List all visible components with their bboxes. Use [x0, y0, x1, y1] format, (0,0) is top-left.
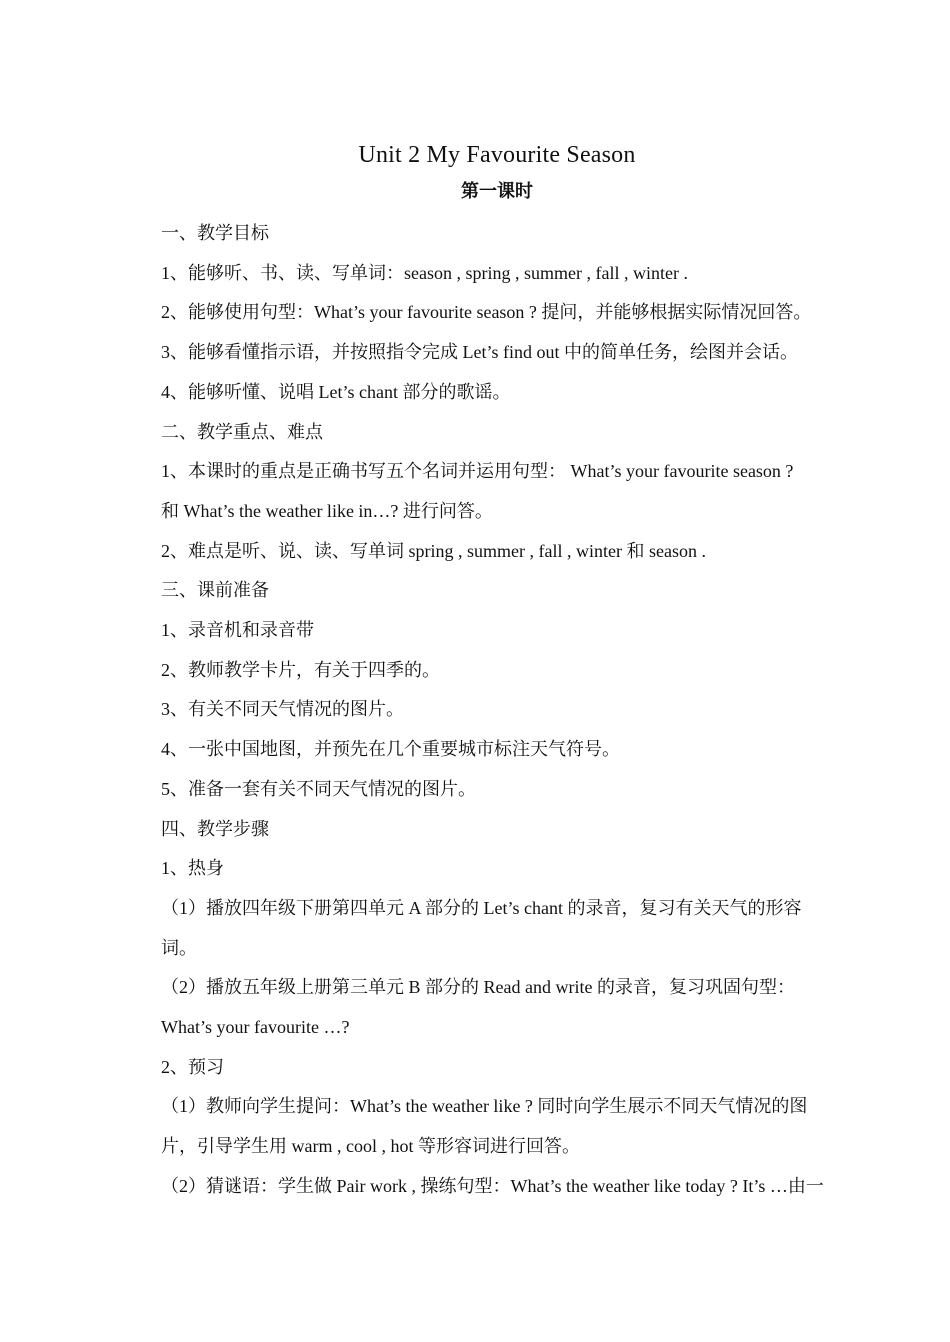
warm-up-item-1-continued: 词。 — [161, 937, 197, 958]
section-heading-preparation: 三、课前准备 — [161, 580, 269, 601]
lesson-subtitle: 第一课时 — [461, 181, 533, 201]
preparation-item-1: 1、录音机和录音带 — [161, 620, 314, 641]
warm-up-item-1: （1）播放四年级下册第四单元 A 部分的 Let’s chant 的录音，复习有关天气的形容 — [161, 897, 802, 918]
document-page — [161, 140, 833, 1207]
preparation-item-2: 2、教师教学卡片，有关于四季的。 — [161, 659, 440, 680]
section-heading-steps: 四、教学步骤 — [161, 818, 269, 839]
preview-item-1: （1）教师向学生提问：What’s the weather like ? 同时向学生展示不同天气情况的图 — [161, 1096, 808, 1117]
section-heading-key-points: 二、教学重点、难点 — [161, 421, 323, 442]
warm-up-item-2-continued: What’s your favourite …? — [161, 1017, 350, 1038]
key-point-item-1-continued: 和 What’s the weather like in…? 进行问答。 — [161, 500, 493, 521]
objective-item-1: 1、能够听、书、读、写单词：season , spring , summer , fall , winter . — [161, 262, 688, 283]
step-heading-preview: 2、预习 — [161, 1056, 224, 1077]
objective-item-2: 2、能够使用句型：What’s your favourite season ? 提问，并能够根据实际情况回答。 — [161, 302, 812, 323]
preparation-item-4: 4、一张中国地图，并预先在几个重要城市标注天气符号。 — [161, 739, 620, 760]
objective-item-4: 4、能够听懂、说唱 Let’s chant 部分的歌谣。 — [161, 381, 511, 402]
preview-item-2: （2）猜谜语：学生做 Pair work , 操练句型：What’s the weather like today ? It’s …由一 — [161, 1175, 824, 1196]
key-point-item-2: 2、难点是听、说、读、写单词 spring , summer , fall , winter 和 season . — [161, 540, 706, 561]
objective-item-3: 3、能够看懂指示语，并按照指令完成 Let’s find out 中的简单任务，绘图并会话。 — [161, 342, 798, 363]
step-heading-warm-up: 1、热身 — [161, 858, 224, 879]
preview-item-1-continued: 片，引导学生用 warm , cool , hot 等形容词进行回答。 — [161, 1136, 580, 1157]
preparation-item-3: 3、有关不同天气情况的图片。 — [161, 699, 404, 720]
preparation-item-5: 5、准备一套有关不同天气情况的图片。 — [161, 778, 476, 799]
section-heading-objectives: 一、教学目标 — [161, 223, 269, 243]
warm-up-item-2: （2）播放五年级上册第三单元 B 部分的 Read and write 的录音，复习巩固句型： — [161, 977, 795, 998]
key-point-item-1: 1、本课时的重点是正确书写五个名词并运用句型： What’s your favourite season ? — [161, 461, 794, 482]
document-title: Unit 2 My Favourite Season — [358, 142, 636, 168]
